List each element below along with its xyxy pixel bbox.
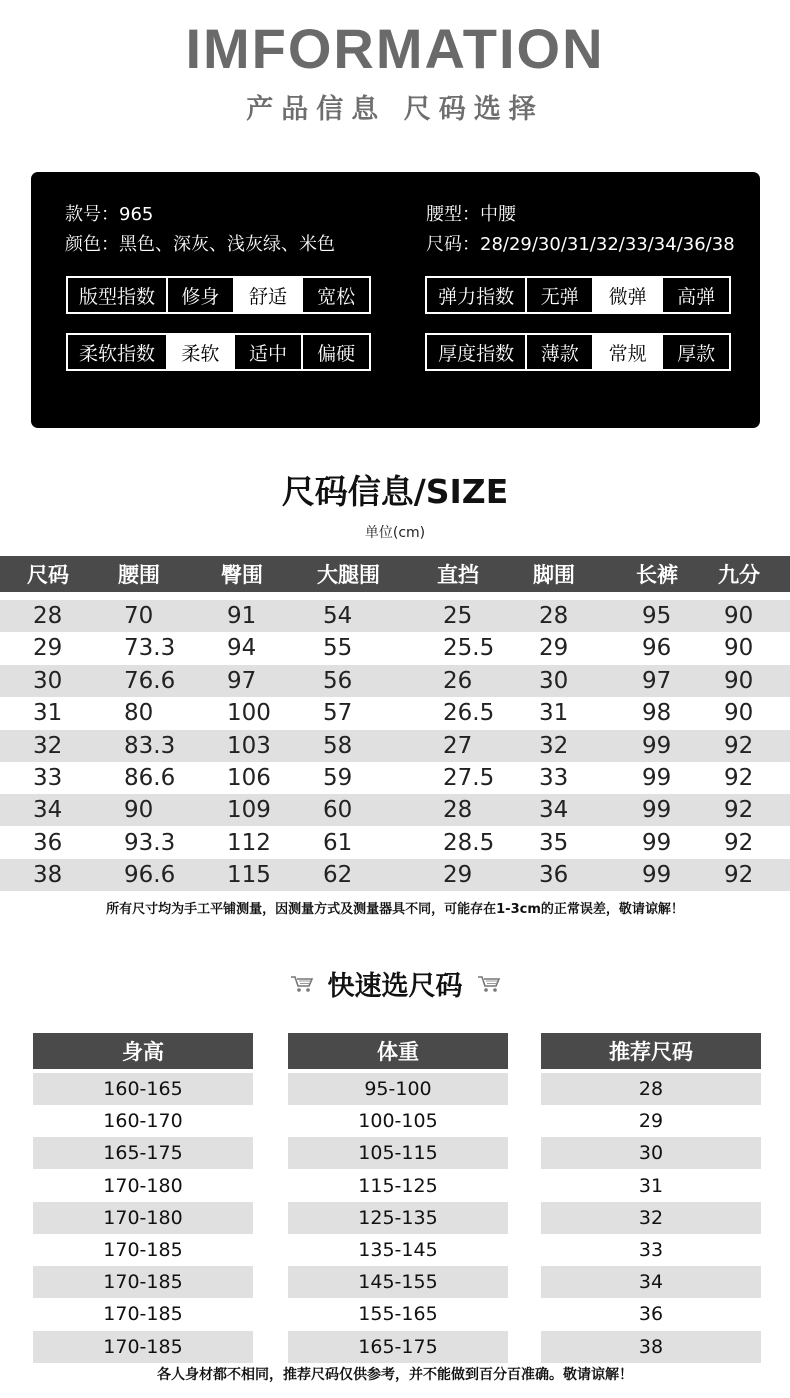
table-cell: 90 bbox=[124, 797, 154, 824]
size-header-cell: 大腿围 bbox=[317, 563, 380, 587]
table-cell: 56 bbox=[323, 667, 353, 694]
index-label: 版型指数 bbox=[68, 278, 166, 312]
list-item: 165-175 bbox=[33, 1137, 253, 1169]
table-cell: 29 bbox=[33, 635, 63, 662]
table-row bbox=[0, 859, 790, 891]
page-subtitle: 产品信息 尺码选择 bbox=[246, 94, 544, 125]
table-cell: 98 bbox=[642, 700, 672, 727]
index-option: 偏硬 bbox=[301, 335, 369, 369]
list-item: 170-185 bbox=[33, 1331, 253, 1363]
list-item: 33 bbox=[638, 1239, 664, 1261]
table-cell: 36 bbox=[33, 829, 63, 856]
table-cell: 62 bbox=[323, 862, 353, 889]
size-header-cell: 臀围 bbox=[221, 563, 263, 587]
thickness-index bbox=[425, 333, 731, 371]
list-item: 115-125 bbox=[358, 1174, 438, 1197]
table-cell: 26.5 bbox=[443, 700, 495, 727]
size-header-cell: 脚围 bbox=[533, 563, 575, 587]
index-option: 薄款 bbox=[525, 335, 592, 369]
table-cell: 25.5 bbox=[443, 635, 495, 662]
table-cell: 29 bbox=[539, 635, 569, 662]
size-header-cell: 九分 bbox=[718, 563, 760, 587]
table-cell: 25 bbox=[443, 603, 473, 629]
index-label: 柔软指数 bbox=[68, 335, 166, 369]
table-row bbox=[0, 697, 790, 729]
table-cell: 60 bbox=[323, 797, 353, 824]
list-item: 34 bbox=[541, 1266, 761, 1298]
table-cell: 70 bbox=[124, 603, 154, 629]
table-cell: 33 bbox=[33, 765, 63, 791]
index-option: 柔软 bbox=[166, 335, 233, 369]
table-cell: 32 bbox=[539, 732, 569, 759]
table-row bbox=[0, 730, 790, 762]
table-cell: 34 bbox=[33, 797, 63, 824]
list-item: 170-185 bbox=[33, 1266, 253, 1298]
cart-icon bbox=[290, 975, 314, 993]
table-cell: 112 bbox=[227, 829, 271, 856]
table-cell: 38 bbox=[33, 862, 63, 889]
table-cell: 80 bbox=[124, 700, 154, 727]
table-cell: 96.6 bbox=[124, 862, 176, 889]
table-cell: 32 bbox=[33, 732, 63, 759]
list-item: 170-185 bbox=[103, 1239, 183, 1261]
table-cell: 59 bbox=[323, 765, 353, 791]
table-row bbox=[0, 827, 790, 859]
measurement-note: 所有尺寸均为手工平铺测量，因测量方式及测量器具不同，可能存在1-3cm的正常误差，敬请谅解！ bbox=[106, 902, 684, 917]
size-list: 尺码：28/29/30/31/32/33/34/36/38 bbox=[426, 234, 735, 255]
fit-index bbox=[66, 276, 371, 314]
table-cell: 28 bbox=[539, 603, 569, 629]
table-cell: 28 bbox=[33, 603, 63, 629]
table-cell: 115 bbox=[227, 862, 271, 889]
table-row bbox=[0, 600, 790, 632]
table-row bbox=[0, 762, 790, 794]
table-cell: 90 bbox=[724, 667, 754, 694]
list-item: 29 bbox=[638, 1110, 664, 1133]
index-option: 舒适 bbox=[233, 278, 302, 312]
index-option: 无弹 bbox=[525, 278, 592, 312]
table-row bbox=[0, 632, 790, 664]
table-cell: 99 bbox=[642, 732, 672, 759]
cart-icon bbox=[477, 975, 501, 993]
table-cell: 97 bbox=[227, 667, 257, 694]
list-item: 36 bbox=[638, 1303, 664, 1326]
product-info-panel bbox=[31, 172, 760, 428]
table-cell: 97 bbox=[642, 667, 672, 694]
table-cell: 100 bbox=[227, 700, 271, 727]
index-option: 适中 bbox=[233, 335, 302, 369]
table-cell: 106 bbox=[227, 765, 271, 791]
table-cell: 90 bbox=[724, 635, 754, 662]
table-cell: 93.3 bbox=[124, 829, 176, 856]
list-item: 145-155 bbox=[288, 1266, 508, 1298]
index-option: 修身 bbox=[166, 278, 233, 312]
list-item: 170-180 bbox=[33, 1202, 253, 1234]
table-cell: 35 bbox=[539, 829, 569, 856]
table-cell: 73.3 bbox=[124, 635, 176, 662]
table-cell: 28 bbox=[443, 797, 473, 824]
table-cell: 27.5 bbox=[443, 765, 495, 791]
stretch-index bbox=[425, 276, 731, 314]
list-item: 155-165 bbox=[358, 1303, 438, 1326]
list-item: 100-105 bbox=[358, 1110, 438, 1133]
table-cell: 36 bbox=[539, 862, 569, 889]
table-cell: 90 bbox=[724, 700, 754, 727]
list-item: 165-175 bbox=[288, 1331, 508, 1363]
table-cell: 94 bbox=[227, 635, 257, 662]
list-item: 30 bbox=[541, 1137, 761, 1169]
table-cell: 86.6 bbox=[124, 765, 176, 791]
table-cell: 99 bbox=[642, 797, 672, 824]
table-cell: 92 bbox=[724, 829, 754, 856]
list-item: 38 bbox=[541, 1331, 761, 1363]
table-cell: 92 bbox=[724, 732, 754, 759]
size-header-cell: 直挡 bbox=[437, 563, 479, 587]
index-option: 宽松 bbox=[301, 278, 369, 312]
list-item: 160-165 bbox=[33, 1073, 253, 1105]
table-cell: 103 bbox=[227, 732, 271, 759]
color-list: 颜色：黑色、深灰、浅灰绿、米色 bbox=[65, 234, 335, 255]
size-table-title: 尺码信息/SIZE bbox=[281, 472, 509, 511]
size-header-cell: 尺码 bbox=[27, 563, 69, 587]
table-cell: 92 bbox=[724, 765, 754, 791]
table-cell: 109 bbox=[227, 797, 271, 824]
index-label: 厚度指数 bbox=[427, 335, 525, 369]
table-cell: 34 bbox=[539, 797, 569, 824]
table-cell: 57 bbox=[323, 700, 353, 727]
quick-column-header: 体重 bbox=[288, 1033, 508, 1069]
style-number: 款号：965 bbox=[65, 204, 154, 225]
list-item: 125-135 bbox=[288, 1202, 508, 1234]
size-table-header bbox=[0, 556, 790, 592]
quick-column-header: 推荐尺码 bbox=[541, 1033, 761, 1069]
table-row bbox=[0, 665, 790, 697]
index-label: 弹力指数 bbox=[427, 278, 525, 312]
quick-size-heading bbox=[0, 964, 790, 1003]
size-header-cell: 长裤 bbox=[636, 563, 678, 587]
list-item: 31 bbox=[638, 1174, 664, 1197]
table-cell: 90 bbox=[724, 603, 754, 629]
table-cell: 92 bbox=[724, 797, 754, 824]
table-cell: 99 bbox=[642, 862, 672, 889]
list-item: 28 bbox=[541, 1073, 761, 1105]
list-item: 135-145 bbox=[358, 1239, 438, 1261]
index-option: 微弹 bbox=[592, 278, 661, 312]
list-item: 170-180 bbox=[103, 1174, 183, 1197]
list-item: 160-170 bbox=[103, 1110, 183, 1133]
table-cell: 29 bbox=[443, 862, 473, 889]
table-cell: 99 bbox=[642, 765, 672, 791]
table-cell: 27 bbox=[443, 732, 473, 759]
table-cell: 83.3 bbox=[124, 732, 176, 759]
list-item: 95-100 bbox=[288, 1073, 508, 1105]
table-cell: 54 bbox=[323, 603, 353, 629]
recommendation-note: 各人身材都不相同，推荐尺码仅供参考，并不能做到百分百准确。敬请谅解！ bbox=[157, 1367, 633, 1383]
quick-size-title: 快速选尺码 bbox=[327, 971, 463, 1002]
table-cell: 61 bbox=[323, 829, 353, 856]
table-cell: 95 bbox=[642, 603, 672, 629]
page-title: IMFORMATION bbox=[185, 17, 605, 80]
waist-type: 腰型：中腰 bbox=[426, 204, 516, 225]
list-item: 105-115 bbox=[288, 1137, 508, 1169]
table-row bbox=[0, 794, 790, 826]
list-item: 170-185 bbox=[103, 1303, 183, 1326]
index-option: 高弹 bbox=[661, 278, 729, 312]
table-cell: 28.5 bbox=[443, 829, 495, 856]
table-cell: 58 bbox=[323, 732, 353, 759]
table-cell: 76.6 bbox=[124, 667, 176, 694]
table-cell: 92 bbox=[724, 862, 754, 889]
table-cell: 96 bbox=[642, 635, 672, 662]
quick-column-header: 身高 bbox=[33, 1033, 253, 1069]
table-cell: 33 bbox=[539, 765, 569, 791]
table-cell: 55 bbox=[323, 635, 353, 662]
table-cell: 31 bbox=[33, 700, 63, 727]
size-header-cell: 腰围 bbox=[118, 563, 160, 587]
unit-label: 单位(cm) bbox=[364, 525, 426, 541]
table-cell: 99 bbox=[642, 829, 672, 856]
table-cell: 91 bbox=[227, 603, 257, 629]
softness-index bbox=[66, 333, 371, 371]
table-cell: 30 bbox=[33, 667, 63, 694]
table-cell: 26 bbox=[443, 667, 473, 694]
table-cell: 31 bbox=[539, 700, 569, 727]
index-option: 厚款 bbox=[661, 335, 729, 369]
list-item: 32 bbox=[541, 1202, 761, 1234]
table-cell: 30 bbox=[539, 667, 569, 694]
index-option: 常规 bbox=[592, 335, 661, 369]
